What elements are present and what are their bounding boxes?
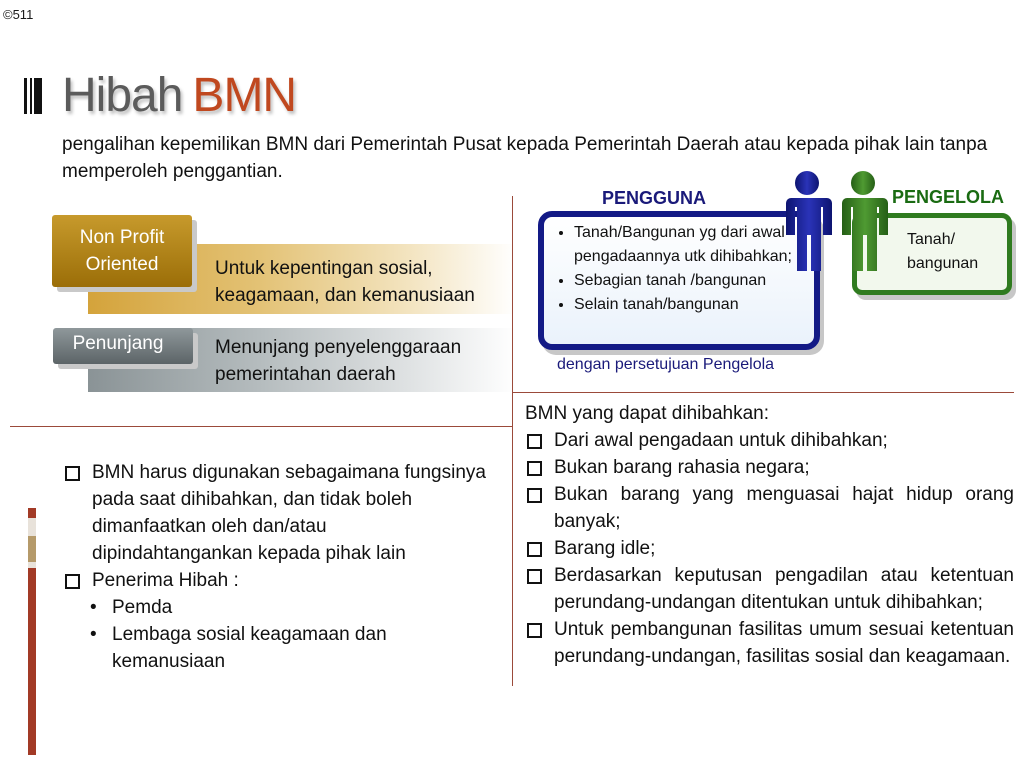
checkbox-bullet-icon xyxy=(527,569,542,584)
tag-non-profit-line2: Oriented xyxy=(85,254,159,275)
category-support-description xyxy=(215,334,515,388)
recipient-text: Lembaga sosial keagamaan dan kemanusiaan xyxy=(112,624,387,672)
eligible-list xyxy=(524,400,1014,670)
category-support-line1: Menunjang penyelenggaraan xyxy=(215,337,462,358)
left-horizontal-divider xyxy=(10,426,512,427)
checkbox-bullet-icon xyxy=(527,623,542,638)
tag-non-profit xyxy=(52,215,192,287)
checkbox-bullet-icon xyxy=(527,488,542,503)
tag-non-profit-line1: Non Profit xyxy=(79,227,165,248)
category-social-line1: Untuk kepentingan sosial, xyxy=(215,258,433,279)
requirement-item xyxy=(62,567,492,594)
vertical-divider xyxy=(512,196,513,686)
pengguna-item: • Tanah/Bangunan yg dari awal pengadaannya utk dihibahkan; xyxy=(574,221,824,269)
title-marker-icon xyxy=(24,78,42,114)
eligible-item xyxy=(524,616,1014,670)
page-title xyxy=(62,68,296,123)
checkbox-bullet-icon xyxy=(527,461,542,476)
pengguna-item: • Selain tanah/bangunan xyxy=(574,293,824,317)
pengelola-person-icon xyxy=(837,170,889,274)
pengelola-text xyxy=(907,228,1002,276)
bullet-dot-icon: • xyxy=(90,624,97,645)
eligible-item xyxy=(524,427,1014,454)
category-social-description xyxy=(215,255,515,309)
recipient-text: Pemda xyxy=(112,597,173,618)
pengguna-heading: PENGGUNA xyxy=(602,188,707,208)
pengguna-person-icon xyxy=(781,170,833,274)
recipient-item xyxy=(62,594,492,621)
checkbox-bullet-icon xyxy=(65,574,80,589)
copyright-label: ©511 xyxy=(3,7,34,22)
tag-penunjang-label: Penunjang xyxy=(72,333,164,354)
eligible-text: Untuk pembangunan fasilitas umum sesuai ketentuan perundang-undangan, fasilitas sosial dan keagamaan. xyxy=(554,619,1014,667)
decorative-side-bar xyxy=(28,508,36,755)
checkbox-bullet-icon xyxy=(65,466,80,481)
eligible-text: Barang idle; xyxy=(554,538,656,559)
eligible-text: Bukan barang rahasia negara; xyxy=(554,457,810,478)
checkbox-bullet-icon xyxy=(527,434,542,449)
pengelola-heading: PENGELOLA xyxy=(892,187,1005,207)
requirement-text: BMN harus digunakan sebagaimana fungsinya pada saat dihibahkan, dan tidak boleh dimanfaatkan oleh dan/atau dipindahtangankan kepada pihak lain xyxy=(92,462,486,564)
eligible-heading: BMN yang dapat dihibahkan: xyxy=(525,403,769,424)
eligible-item xyxy=(524,562,1014,616)
category-social-line2: keagamaan, dan kemanusiaan xyxy=(215,285,475,306)
checkbox-bullet-icon xyxy=(527,542,542,557)
definition-text: pengalihan kepemilikan BMN dari Pemerintah Pusat kepada Pemerintah Daerah atau kepada pihak lain tanpa memperoleh penggantian. xyxy=(62,134,988,182)
title-word-hibah: Hibah xyxy=(62,69,183,122)
right-horizontal-divider xyxy=(512,392,1014,393)
eligible-item xyxy=(524,481,1014,535)
eligible-text: Bukan barang yang menguasai hajat hidup orang banyak; xyxy=(554,484,1014,532)
requirement-item xyxy=(62,459,492,567)
eligible-item xyxy=(524,454,1014,481)
bullet-dot-icon: • xyxy=(90,597,97,618)
requirements-list xyxy=(62,459,492,675)
consent-note: dengan persetujuan Pengelola xyxy=(557,356,775,373)
pengguna-box xyxy=(538,211,820,350)
pengelola-text-line2: bangunan xyxy=(907,255,979,272)
eligible-text: Berdasarkan keputusan pengadilan atau ketentuan perundang-undangan ditentukan untuk dihibahkan; xyxy=(554,565,1014,613)
recipient-item xyxy=(62,621,492,675)
eligible-text: Dari awal pengadaan untuk dihibahkan; xyxy=(554,430,888,451)
pengelola-text-line1: Tanah/ xyxy=(907,231,956,248)
pengguna-item: • Sebagian tanah /bangunan xyxy=(574,269,824,293)
eligible-item xyxy=(524,535,1014,562)
requirement-text: Penerima Hibah : xyxy=(92,570,239,591)
title-word-bmn: BMN xyxy=(192,69,297,122)
category-support-line2: pemerintahan daerah xyxy=(215,364,396,385)
tag-penunjang xyxy=(53,328,193,364)
